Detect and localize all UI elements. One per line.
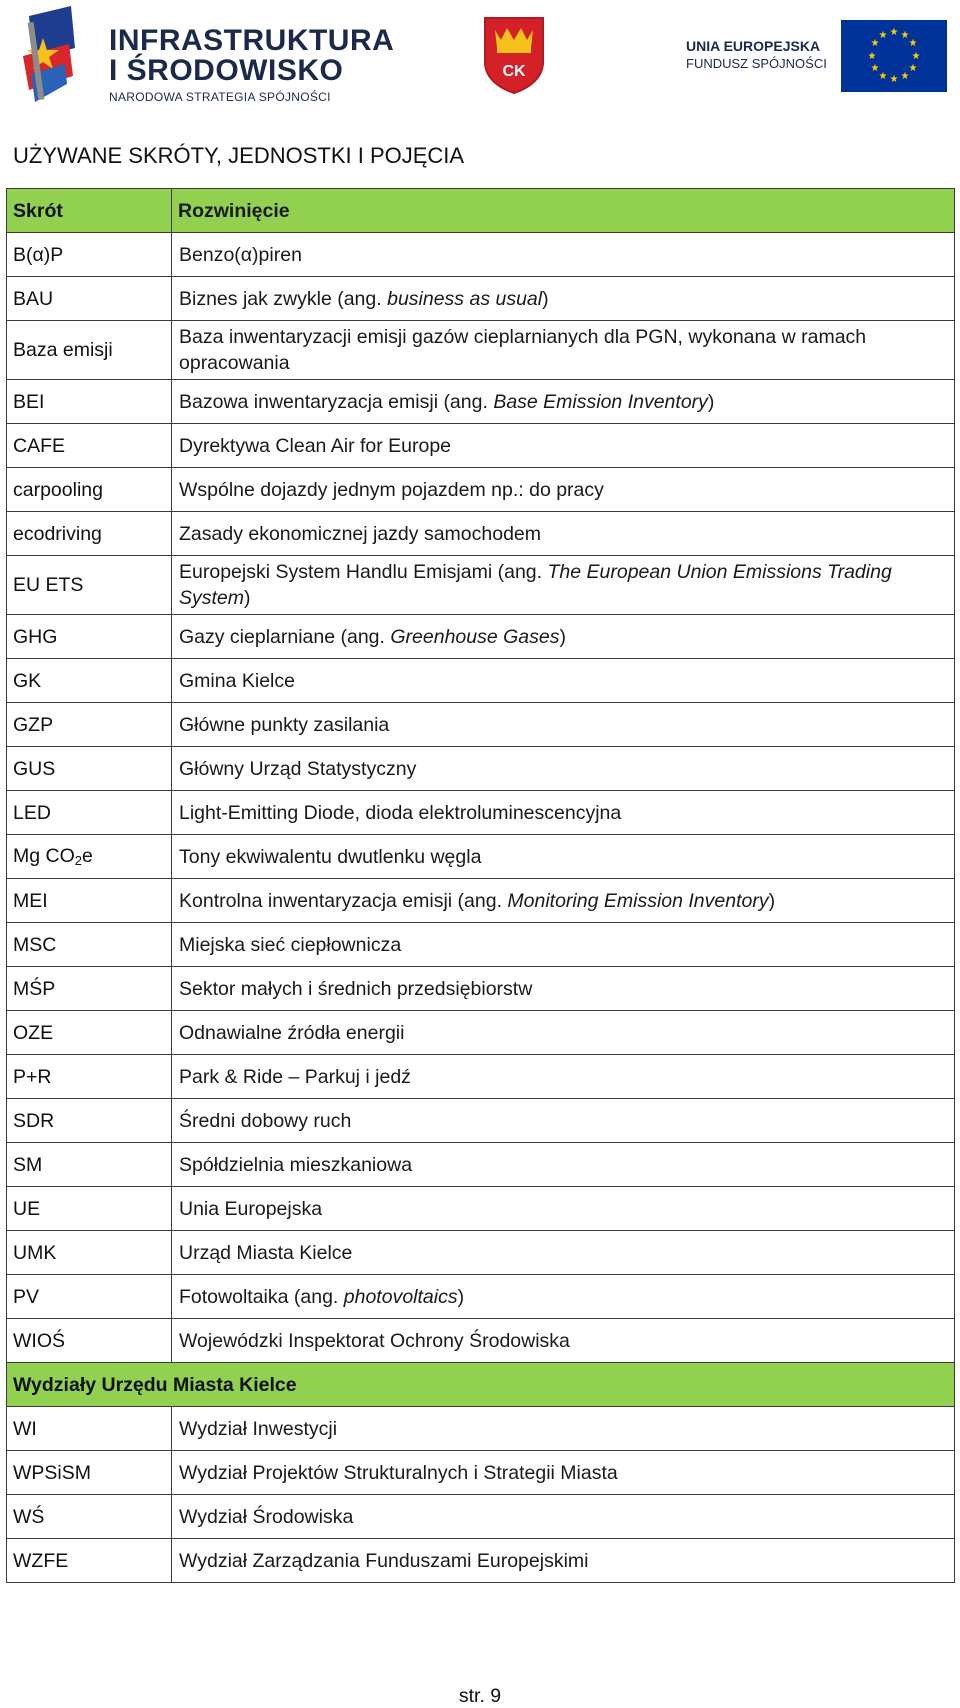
abbr-cell: Baza emisji <box>7 321 172 380</box>
expansion-cell: Gmina Kielce <box>172 659 955 703</box>
expansion-cell: Urząd Miasta Kielce <box>172 1231 955 1275</box>
english-term: business as usual <box>387 287 543 310</box>
table-row <box>7 879 955 923</box>
table-row <box>7 380 955 424</box>
logo-title-line1: INFRASTRUKTURA <box>109 24 395 57</box>
expansion-cell: Spółdzielnia mieszkaniowa <box>172 1143 955 1187</box>
abbr-cell: PV <box>7 1275 172 1319</box>
expansion-cell: Główny Urząd Statystyczny <box>172 747 955 791</box>
table-header-row <box>7 189 955 233</box>
kielce-coat-of-arms-icon <box>483 16 545 94</box>
abbreviations-table <box>6 188 955 1583</box>
expansion-cell: Główne punkty zasilania <box>172 703 955 747</box>
english-term: Monitoring Emission Inventory <box>507 889 769 912</box>
abbr-cell: WI <box>7 1407 172 1451</box>
abbr-cell: UMK <box>7 1231 172 1275</box>
abbr-cell: SDR <box>7 1099 172 1143</box>
abbr-cell: MEI <box>7 879 172 923</box>
eu-flag-icon <box>841 20 947 92</box>
abbr-cell: B(α)P <box>7 233 172 277</box>
abbr-cell: UE <box>7 1187 172 1231</box>
svg-text:★: ★ <box>900 71 910 82</box>
expansion-cell: Unia Europejska <box>172 1187 955 1231</box>
svg-text:★: ★ <box>889 27 899 38</box>
logo-subtitle: NARODOWA STRATEGIA SPÓJNOŚCI <box>109 90 331 104</box>
svg-text:★: ★ <box>878 71 888 82</box>
section-title: Wydziały Urzędu Miasta Kielce <box>7 1363 955 1407</box>
expansion-cell: Wydział Zarządzania Funduszami Europejskimi <box>172 1539 955 1583</box>
english-term: The European Union Emissions Trading System <box>179 561 892 609</box>
table-row <box>7 1407 955 1451</box>
svg-text:★: ★ <box>908 63 918 74</box>
svg-text:★: ★ <box>911 51 921 62</box>
expansion-cell: Zasady ekonomicznej jazdy samochodem <box>172 512 955 556</box>
english-term: photovoltaics <box>343 1285 458 1308</box>
abbr-cell: BEI <box>7 380 172 424</box>
svg-text:★: ★ <box>908 38 918 49</box>
svg-text:★: ★ <box>870 63 880 74</box>
expansion-cell: Średni dobowy ruch <box>172 1099 955 1143</box>
abbr-cell: WZFE <box>7 1539 172 1583</box>
expansion-cell: Odnawialne źródła energii <box>172 1011 955 1055</box>
eu-logo-line1: UNIA EUROPEJSKA <box>686 38 821 54</box>
expansion-cell: Sektor małych i średnich przedsiębiorstw <box>172 967 955 1011</box>
table-row <box>7 1055 955 1099</box>
expansion-cell: Park & Ride – Parkuj i jedź <box>172 1055 955 1099</box>
svg-text:★: ★ <box>870 38 880 49</box>
table-row <box>7 1143 955 1187</box>
eu-logo-line2: FUNDUSZ SPÓJNOŚCI <box>686 56 827 71</box>
table-row <box>7 1231 955 1275</box>
abbr-cell: WŚ <box>7 1495 172 1539</box>
table-row <box>7 835 955 879</box>
expansion-cell: Wydział Środowiska <box>172 1495 955 1539</box>
expansion-cell: Baza inwentaryzacji emisji gazów cieplarnianych dla PGN, wykonana w ramach opracowania <box>172 321 955 380</box>
table-row <box>7 321 955 380</box>
abbr-cell: BAU <box>7 277 172 321</box>
svg-text:★: ★ <box>900 30 910 41</box>
table-row <box>7 1319 955 1363</box>
logo-title-line2: I ŚRODOWISKO <box>109 54 344 87</box>
table-row <box>7 1011 955 1055</box>
table-row <box>7 424 955 468</box>
table-row <box>7 747 955 791</box>
table-row <box>7 468 955 512</box>
table-row <box>7 703 955 747</box>
abbr-cell: MŚP <box>7 967 172 1011</box>
abbr-cell: MSC <box>7 923 172 967</box>
abbr-cell: GHG <box>7 615 172 659</box>
expansion-cell: Wspólne dojazdy jednym pojazdem np.: do pracy <box>172 468 955 512</box>
table-row <box>7 1275 955 1319</box>
abbr-cell: EU ETS <box>7 556 172 615</box>
table-row <box>7 512 955 556</box>
expansion-cell: Fotowoltaika (ang. photovoltaics) <box>172 1275 955 1319</box>
table-row <box>7 659 955 703</box>
table-row <box>7 923 955 967</box>
expansion-cell: Dyrektywa Clean Air for Europe <box>172 424 955 468</box>
svg-text:★: ★ <box>889 74 899 85</box>
expansion-cell: Gazy cieplarniane (ang. Greenhouse Gases) <box>172 615 955 659</box>
ck-letters: CK <box>502 63 526 80</box>
table-row <box>7 1099 955 1143</box>
abbr-cell: WPSiSM <box>7 1451 172 1495</box>
table-row <box>7 1539 955 1583</box>
table-row <box>7 556 955 615</box>
english-term: Greenhouse Gases <box>390 625 560 648</box>
abbr-cell: Mg CO2e <box>7 835 172 879</box>
eu-cohesion-fund-logo <box>686 20 946 92</box>
expansion-cell: Miejska sieć ciepłownicza <box>172 923 955 967</box>
abbr-cell: WIOŚ <box>7 1319 172 1363</box>
expansion-cell: Wydział Inwestycji <box>172 1407 955 1451</box>
abbr-cell: OZE <box>7 1011 172 1055</box>
abbr-cell: P+R <box>7 1055 172 1099</box>
table-row <box>7 615 955 659</box>
abbr-cell: ecodriving <box>7 512 172 556</box>
abbr-cell: LED <box>7 791 172 835</box>
page-header <box>0 0 960 112</box>
expansion-cell: Benzo(α)piren <box>172 233 955 277</box>
abbr-cell: GK <box>7 659 172 703</box>
section-header-row <box>7 1363 955 1407</box>
column-header-expansion: Rozwinięcie <box>172 189 955 233</box>
table-row <box>7 1451 955 1495</box>
expansion-cell: Light-Emitting Diode, dioda elektroluminescencyjna <box>172 791 955 835</box>
svg-text:★: ★ <box>878 30 888 41</box>
table-row <box>7 967 955 1011</box>
table-row <box>7 791 955 835</box>
page-number: str. 9 <box>458 1685 502 1707</box>
table-row <box>7 1187 955 1231</box>
expansion-cell: Kontrolna inwentaryzacja emisji (ang. Monitoring Emission Inventory) <box>172 879 955 923</box>
table-row <box>7 277 955 321</box>
abbr-cell: CAFE <box>7 424 172 468</box>
table-row <box>7 1495 955 1539</box>
abbr-cell: SM <box>7 1143 172 1187</box>
expansion-cell: Biznes jak zwykle (ang. business as usual) <box>172 277 955 321</box>
expansion-cell: Tony ekwiwalentu dwutlenku węgla <box>172 835 955 879</box>
infrastruktura-srodowisko-logo <box>13 4 395 104</box>
abbr-cell: GUS <box>7 747 172 791</box>
abbr-cell: carpooling <box>7 468 172 512</box>
flag-emblem-icon <box>13 4 83 104</box>
english-term: Base Emission Inventory <box>493 390 708 413</box>
column-header-abbreviation: Skrót <box>7 189 172 233</box>
svg-text:★: ★ <box>867 51 877 62</box>
abbr-cell: GZP <box>7 703 172 747</box>
expansion-cell: Wydział Projektów Strukturalnych i Strategii Miasta <box>172 1451 955 1495</box>
expansion-cell: Bazowa inwentaryzacja emisji (ang. Base Emission Inventory) <box>172 380 955 424</box>
expansion-cell: Wojewódzki Inspektorat Ochrony Środowiska <box>172 1319 955 1363</box>
page-title: UŻYWANE SKRÓTY, JEDNOSTKI I POJĘCIA <box>13 143 465 168</box>
table-row <box>7 233 955 277</box>
expansion-cell: Europejski System Handlu Emisjami (ang. The European Union Emissions Trading System) <box>172 556 955 615</box>
subscript: 2 <box>74 852 82 868</box>
